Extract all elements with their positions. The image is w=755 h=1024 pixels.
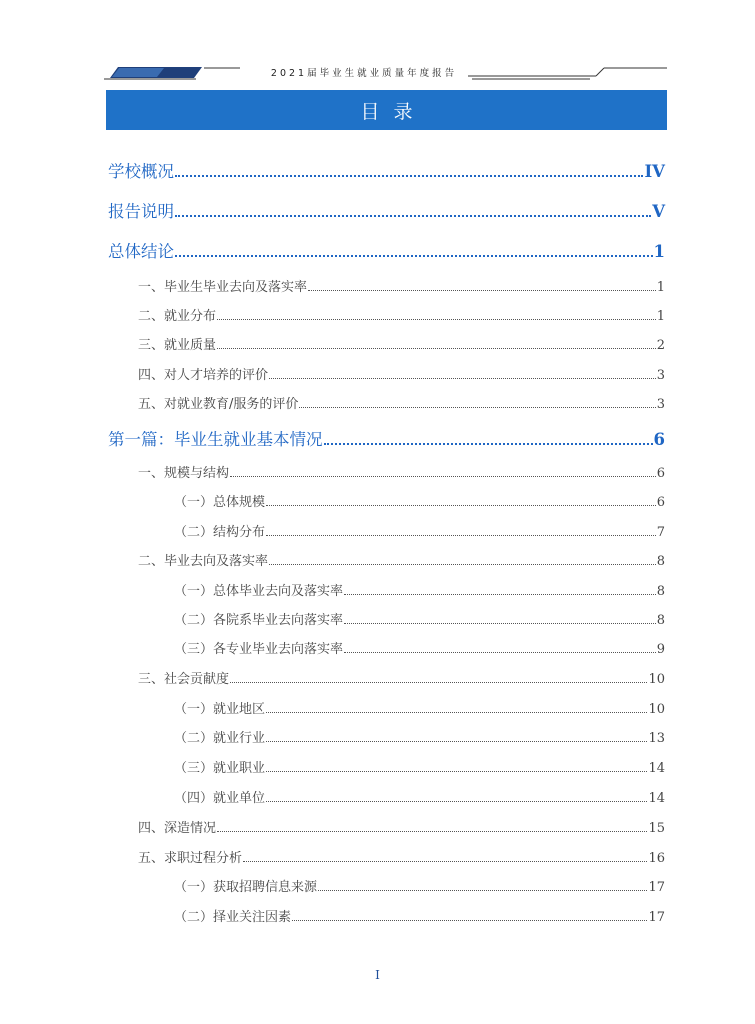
toc-entry-page: 9 (656, 642, 665, 657)
toc-entry-page: 8 (656, 554, 665, 569)
toc-entry-label: （二）结构分布 (174, 525, 266, 540)
toc-entry-page: 8 (656, 584, 665, 599)
toc-entry-label: （一）就业地区 (174, 702, 266, 717)
toc-entry-page: 14 (648, 791, 665, 806)
toc-entry-label: 一、规模与结构 (138, 466, 230, 481)
toc-dot-leader (266, 708, 647, 713)
toc-entry-label: （四）就业单位 (174, 791, 266, 806)
toc-dot-leader (299, 403, 655, 408)
toc-entry-label: （一）获取招聘信息来源 (174, 880, 318, 895)
toc-entry[interactable] (138, 305, 665, 324)
toc-entry[interactable] (108, 198, 665, 222)
toc-dot-leader (266, 797, 647, 802)
toc-entry-page: 17 (648, 910, 665, 925)
toc-entry-label: 第一篇：毕业生就业基本情况 (108, 430, 323, 449)
toc-dot-leader (308, 286, 656, 291)
toc-entry[interactable] (174, 698, 665, 717)
toc-entry-page: 1 (656, 280, 665, 295)
toc-entry-label: 五、对就业教育/服务的评价 (138, 397, 299, 412)
toc-entry-label: 总体结论 (108, 242, 174, 261)
toc-entry[interactable] (138, 276, 665, 295)
toc-entry[interactable] (108, 426, 665, 450)
toc-entry-label: 二、就业分布 (138, 309, 217, 324)
toc-entry[interactable] (174, 638, 665, 657)
toc-dot-leader (344, 619, 656, 624)
toc-entry-page: V (652, 202, 665, 221)
toc-entry[interactable] (174, 757, 665, 776)
toc-entry-page: 13 (648, 731, 665, 746)
toc-entry-page: IV (644, 162, 665, 181)
toc-entry[interactable] (174, 787, 665, 806)
toc-entry-page: 10 (648, 672, 665, 687)
toc-banner (106, 90, 667, 130)
toc-entry-page: 3 (656, 368, 665, 383)
toc-entry-label: （三）各专业毕业去向落实率 (174, 642, 344, 657)
toc-entry[interactable] (174, 876, 665, 895)
toc-entry-label: （二）择业关注因素 (174, 910, 292, 925)
toc-entry-label: 四、对人才培养的评价 (138, 368, 269, 383)
toc-entry-label: （一）总体毕业去向及落实率 (174, 584, 344, 599)
toc-entry[interactable] (108, 158, 665, 182)
page-header (104, 64, 667, 84)
toc-entry-label: 三、就业质量 (138, 338, 217, 353)
toc-dot-leader (292, 916, 647, 921)
toc-entry[interactable] (174, 906, 665, 925)
toc-entry[interactable] (138, 817, 665, 836)
toc-entry-page: 3 (656, 397, 665, 412)
toc-entry-label: 三、社会贡献度 (138, 672, 230, 687)
toc-entry-page: 8 (656, 613, 665, 628)
toc-entry[interactable] (174, 491, 665, 510)
toc-dot-leader (230, 472, 656, 477)
toc-entry-label: 五、求职过程分析 (138, 851, 243, 866)
toc-entry[interactable] (138, 393, 665, 412)
toc-dot-leader (344, 590, 656, 595)
toc-entry-page: 7 (656, 525, 665, 540)
toc-dot-leader (217, 827, 647, 832)
toc-dot-leader (266, 767, 647, 772)
toc-entry-page: 14 (648, 761, 665, 776)
toc-dot-leader (266, 531, 656, 536)
toc-dot-leader (269, 374, 656, 379)
toc-entry-page: 16 (648, 851, 665, 866)
toc-entry-page: 6 (656, 466, 665, 481)
toc-entry[interactable] (138, 668, 665, 687)
toc-dot-leader (217, 344, 656, 349)
toc-entry-page: 1 (653, 242, 665, 261)
toc-entry[interactable] (174, 521, 665, 540)
toc-entry-page: 6 (653, 430, 665, 449)
toc-entry[interactable] (108, 238, 665, 262)
toc-entry-label: 一、毕业生毕业去向及落实率 (138, 280, 308, 295)
toc-entry[interactable] (174, 609, 665, 628)
toc-dot-leader (266, 501, 656, 506)
toc-entry-page: 6 (656, 495, 665, 510)
toc-dot-leader (324, 439, 653, 445)
toc-dot-leader (175, 171, 643, 177)
toc-dot-leader (318, 886, 647, 891)
toc-dot-leader (175, 211, 651, 217)
toc-entry[interactable] (174, 727, 665, 746)
toc-entry[interactable] (138, 462, 665, 481)
header-title: 2021届毕业生就业质量年度报告 (270, 68, 458, 79)
toc-entry[interactable] (138, 550, 665, 569)
toc-entry[interactable] (138, 364, 665, 383)
toc-dot-leader (266, 737, 647, 742)
toc-title: 目录 (360, 100, 427, 123)
toc-entry-label: （二）就业行业 (174, 731, 266, 746)
toc-entry-label: （三）就业职业 (174, 761, 266, 776)
toc-entry-label: 四、深造情况 (138, 821, 217, 836)
toc-entry-page: 10 (648, 702, 665, 717)
page-number: I (375, 968, 380, 982)
toc-entry-label: 二、毕业去向及落实率 (138, 554, 269, 569)
toc-entry-label: 学校概况 (108, 162, 174, 181)
toc-entry[interactable] (138, 334, 665, 353)
toc-dot-leader (217, 315, 656, 320)
toc-entry[interactable] (138, 847, 665, 866)
toc-entry-page: 1 (656, 309, 665, 324)
toc-dot-leader (344, 648, 656, 653)
toc-entry[interactable] (174, 580, 665, 599)
toc-entry-label: 报告说明 (108, 202, 174, 221)
toc-dot-leader (175, 251, 653, 257)
toc-entry-label: （二）各院系毕业去向落实率 (174, 613, 344, 628)
toc-dot-leader (230, 678, 647, 683)
toc-entry-label: （一）总体规模 (174, 495, 266, 510)
toc-dot-leader (269, 560, 656, 565)
toc-entry-page: 2 (656, 338, 665, 353)
toc-entry-page: 17 (648, 880, 665, 895)
toc-entry-page: 15 (648, 821, 665, 836)
toc-dot-leader (243, 857, 647, 862)
